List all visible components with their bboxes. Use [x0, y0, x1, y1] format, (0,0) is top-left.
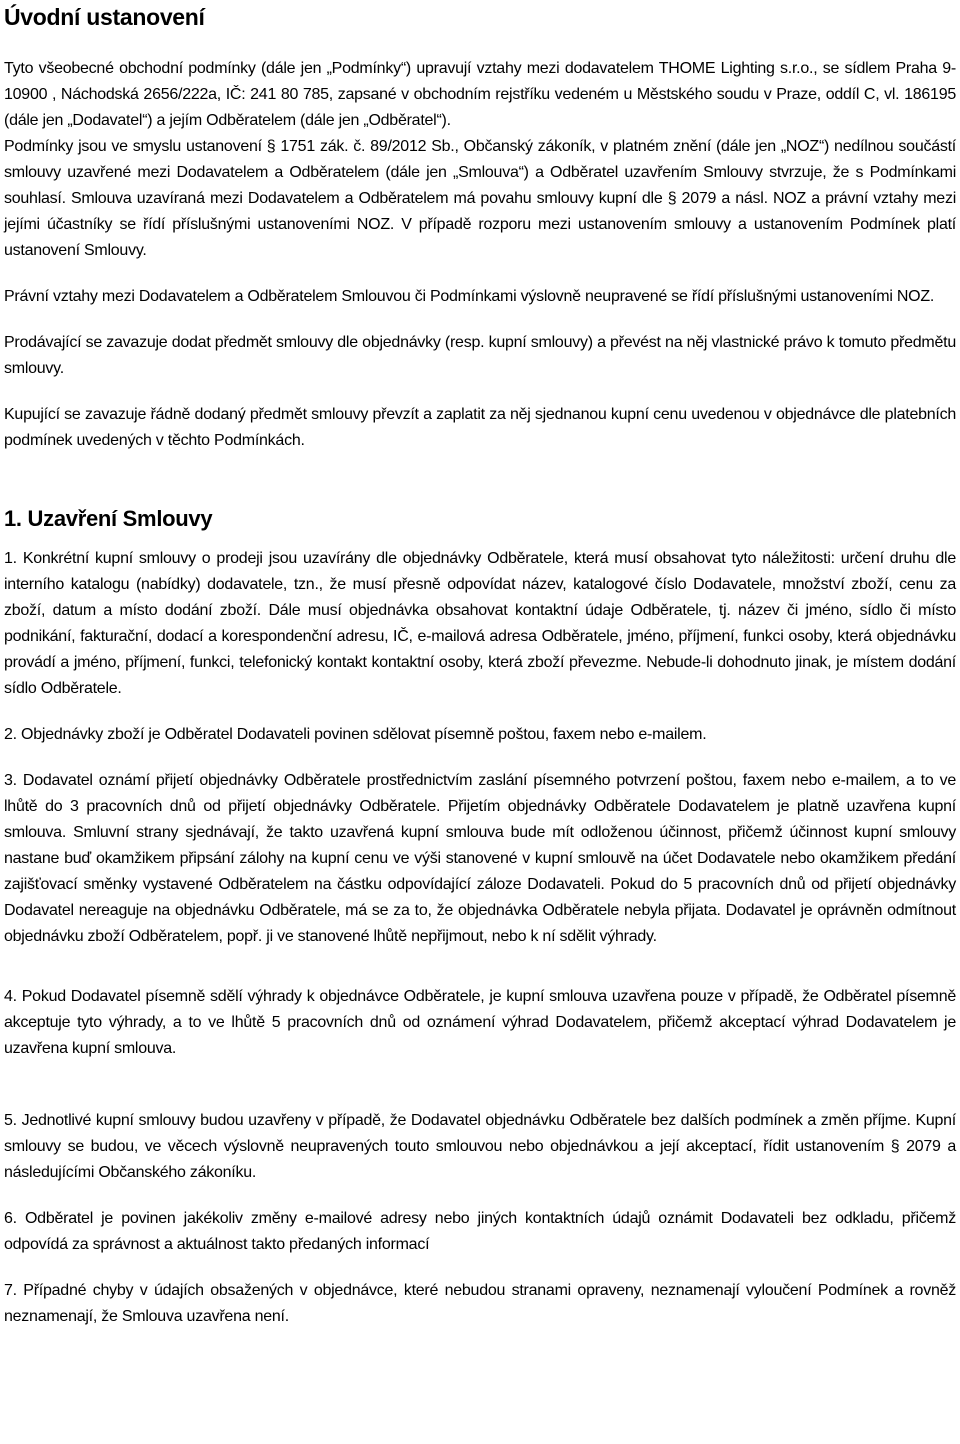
- section1-item-2: 2. Objednávky zboží je Odběratel Dodavateli povinen sdělovat písemně poštou, faxem nebo e-mailem.: [4, 726, 707, 743]
- section1-item-6: 6. Odběratel je povinen jakékoliv změny e-mailové adresy nebo jiných kontaktních údajů oznámit Dodavateli bez odkladu, přičemž odpovídá za správnost a aktuálnost takto předaných informací: [4, 1210, 956, 1253]
- intro-heading: Úvodní ustanovení: [4, 4, 205, 30]
- section1-item-5: 5. Jednotlivé kupní smlouvy budou uzavřeny v případě, že Dodavatel objednávku Odběratele bez dalších podmínek a změn příjme. Kupní smlouvy se budou, ve věcech výslovně neupravených touto smlouvou nebo objednávkou a její akceptací, řídit ustanovením § 2079 a následujícími Občanského zákoníku.: [4, 1112, 956, 1181]
- section1-item-1: 1. Konkrétní kupní smlouvy o prodeji jsou uzavírány dle objednávky Odběratele, která musí obsahovat tyto náležitosti: určení druhu dle interního katalogu (nabídky) dodavatele, tzn., že musí přesně odpovídat název, katalogové číslo Dodavatele, množství zboží, cenu za zboží, datum a místo dodání zboží. Dále musí objednávka obsahovat kontaktní údaje Odběratele, tj. název či jméno, sídlo či místo podnikání, fakturační, dodací a korespondenční adresu, IČ, e-mailová adresa Odběratele, jméno, příjmení, funkci osoby, která objednávku provádí a jméno, příjmení, funkci, telefonický kontakt kontaktní osoby, která zboží převezme. Nebude-li dohodnuto jinak, je místem dodání sídlo Odběratele.: [4, 550, 956, 697]
- intro-paragraph-unregulated: Právní vztahy mezi Dodavatelem a Odběratelem Smlouvou či Podmínkami výslovně neupravené se řídí příslušnými ustanoveními NOZ.: [4, 288, 935, 305]
- intro-paragraph-legal-basis: Podmínky jsou ve smyslu ustanovení § 1751 zák. č. 89/2012 Sb., Občanský zákoník, v platném znění (dále jen „NOZ“) nedílnou součástí smlouvy uzavřené mezi Dodavatelem a Odběratelem (dále jen „Smlouva“) a Odběratel uzavřením Smlouvy stvrzuje, že s Podmínkami souhlasí. Smlouva uzavíraná mezi Dodavatelem a Odběratelem má povahu smlouvy kupní dle § 2079 a násl. NOZ a právní vztahy mezi jejími účastníky se řídí příslušnými ustanoveními NOZ. V případě rozporu mezi ustanovením smlouvy a ustanovením Podmínek platí ustanovení Smlouvy.: [4, 138, 956, 259]
- section1-item-7: 7. Případné chyby v údajích obsažených v objednávce, které nebudou stranami opraveny, neznamenají vyloučení Podmínek a rovněž neznamenají, že Smlouva uzavřena není.: [4, 1282, 956, 1325]
- intro-paragraph-seller-duty: Prodávající se zavazuje dodat předmět smlouvy dle objednávky (resp. kupní smlouvy) a převést na něj vlastnické právo k tomuto předmětu smlouvy.: [4, 334, 956, 377]
- intro-paragraph-parties: Tyto všeobecné obchodní podmínky (dále jen „Podmínky“) upravují vztahy mezi dodavatelem THOME Lighting s.r.o., se sídlem Praha 9- 10900 , Náchodská 2656/222a, IČ: 241 80 785, zapsané v obchodním rejstříku vedeném u Městského soudu v Praze, oddíl C, vl. 186195 (dále jen „Dodavatel“) a jejím Odběratelem (dále jen „Odběratel“).: [4, 60, 956, 129]
- document-page: [4, 0, 956, 1330]
- intro-paragraph-buyer-duty: Kupující se zavazuje řádně dodaný předmět smlouvy převzít a zaplatit za něj sjednanou kupní cenu uvedenou v objednávce dle platebních podmínek uvedených v těchto Podmínkách.: [4, 406, 956, 449]
- section1-heading: 1. Uzavření Smlouvy: [4, 506, 213, 531]
- section1-item-4: 4. Pokud Dodavatel písemně sdělí výhrady k objednávce Odběratele, je kupní smlouva uzavřena pouze v případě, že Odběratel písemně akceptuje tyto výhrady, a to ve lhůtě 5 pracovních dnů od oznámení výhrad Dodavatelem, přičemž akceptací výhrad Dodavatelem je uzavřena kupní smlouva.: [4, 988, 956, 1057]
- section1-item-3: 3. Dodavatel oznámí přijetí objednávky Odběratele prostřednictvím zaslání písemného potvrzení poštou, faxem nebo e-mailem, a to ve lhůtě do 3 pracovních dnů od přijetí objednávky Odběratele. Přijetím objednávky Odběratele Dodavatelem je platně uzavřena kupní smlouva. Smluvní strany sjednávají, že takto uzavřená kupní smlouva bude mít odloženou účinnost, přičemž účinnost kupní smlouvy nastane buď okamžikem připsání zálohy na kupní cenu ve výši stanovené v kupní smlouvě na účet Dodavatele nebo okamžikem předání zajišťovací směnky vystavené Odběratelem na částku odpovídající záloze Dodavateli. Pokud do 5 pracovních dnů od přijetí objednávky Dodavatel nereaguje na objednávku Odběratele, má se za to, že objednávka Odběratele nebyla přijata. Dodavatel je oprávněn odmítnout objednávku zboží Odběratelem, popř. ji ve stanovené lhůtě nepřijmout, nebo k ní sdělit výhrady.: [4, 772, 956, 945]
